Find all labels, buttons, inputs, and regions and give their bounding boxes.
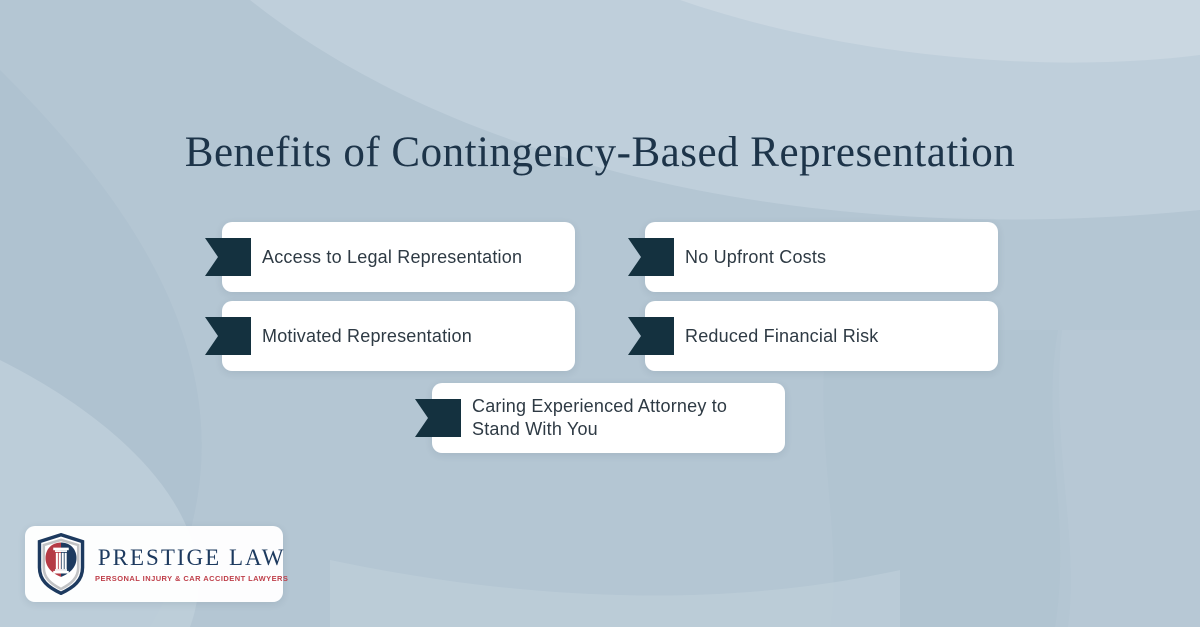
benefit-label: Caring Experienced Attorney to Stand With You — [472, 396, 728, 439]
benefit-card-caring-attorney — [432, 383, 785, 453]
ribbon-flag-icon — [205, 317, 251, 355]
logo-name: PRESTIGE LAW — [97, 545, 286, 570]
benefit-card-motivated — [222, 301, 575, 371]
benefit-card-no-upfront-costs — [645, 222, 998, 292]
ribbon-flag-icon — [205, 238, 251, 276]
ribbon-flag-icon — [628, 317, 674, 355]
ribbon-flag-icon — [415, 399, 461, 437]
ribbon-flag-icon — [628, 238, 674, 276]
benefit-label: Motivated Representation — [262, 325, 472, 346]
page-title: Benefits of Contingency-Based Representation — [184, 129, 1016, 176]
logo-tagline: PERSONAL INJURY & CAR ACCIDENT LAWYERS — [95, 574, 289, 583]
benefit-card-access — [222, 222, 575, 292]
benefit-card-reduced-risk — [645, 301, 998, 371]
logo-card — [25, 526, 289, 602]
shield-column-icon — [35, 533, 87, 595]
benefit-label: Access to Legal Representation — [262, 246, 523, 267]
benefit-label: Reduced Financial Risk — [685, 325, 879, 346]
benefit-label: No Upfront Costs — [685, 246, 827, 267]
logo-text-block — [95, 545, 288, 583]
